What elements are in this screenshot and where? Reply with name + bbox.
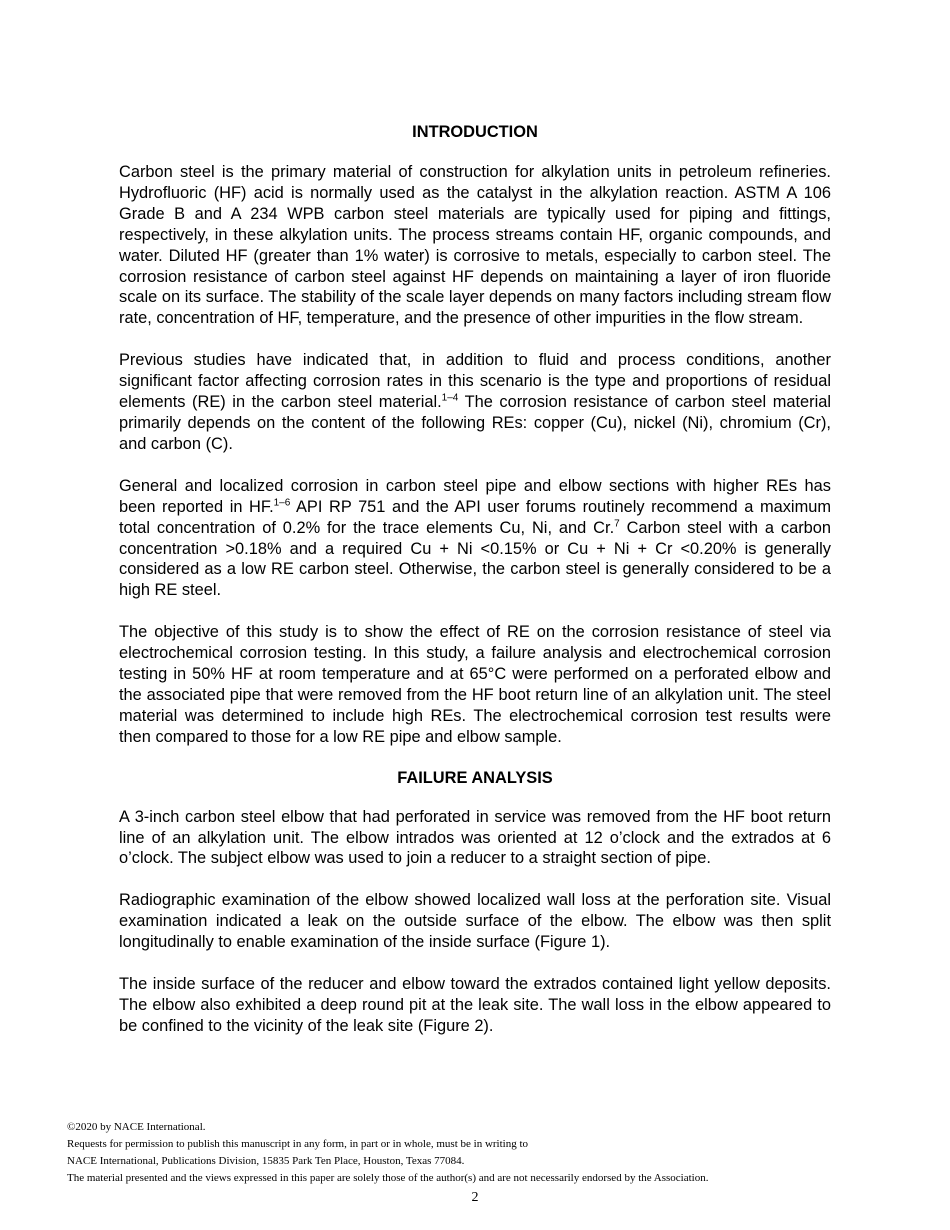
intro-paragraph-2 [119,350,831,455]
citation-superscript: 7 [614,518,620,530]
section-heading-introduction: INTRODUCTION [412,123,538,141]
citation-superscript: 1–6 [273,497,291,509]
intro-paragraph-1: Carbon steel is the primary material of construction for alkylation units in petroleum refineries. Hydrofluoric (HF) acid is normally used as the catalyst in the alkylation reaction. ASTM A 106 Grade B and A 234 WPB carbon steel materials are typically used for piping and fittings, respectively, in these alkylation units. The process streams contain HF, organic compounds, and water. Diluted HF (greater than 1% water) is corrosive to metals, especially to carbon steel. The corrosion resistance of carbon steel against HF depends on maintaining a layer of iron fluoride scale on its surface. The stability of the scale layer depends on many factors including stream flow rate, concentration of HF, temperature, and the presence of other impurities in the flow stream. [119,163,831,328]
footer-address-line: NACE International, Publications Division, 15835 Park Ten Place, Houston, Texas 77084. [67,1155,465,1167]
intro-paragraph-2-text-b: The corrosion resistance of carbon steel material primarily depends on the content of the following REs: copper (Cu), nickel (Ni), chromium (Cr), and carbon (C). [119,393,831,453]
footer-disclaimer: The material presented and the views expressed in this paper are solely those of the author(s) and are not necessarily endorsed by the Association. [67,1172,709,1184]
intro-paragraph-3-text-c: Carbon steel with a carbon concentration >0.18% and a required Cu + Ni <0.15% or Cu + Ni + Cr <0.20% is generally considered as a low RE carbon steel. Otherwise, the carbon steel is generally considered to be a high RE steel. [119,518,831,600]
footer-permission-line: Requests for permission to publish this manuscript in any form, in part or in whole, must be in writing to [67,1138,529,1150]
intro-paragraph-3-text-b: API RP 751 and the API user forums routinely recommend a maximum total concentration of 0.2% for the trace elements Cu, Ni, and Cr. [119,497,831,537]
failure-paragraph-2: Radiographic examination of the elbow showed localized wall loss at the perforation site. Visual examination indicated a leak on the outside surface of the elbow. The elbow was then split longitudinally to enable examination of the inside surface (Figure 1). [119,891,831,952]
page-number: 2 [471,1190,479,1205]
intro-paragraph-2-text-a: Previous studies have indicated that, in addition to fluid and process conditions, another significant factor affecting corrosion rates in this scenario is the type and proportions of residual elements (RE) in the carbon steel material. [119,351,831,412]
intro-paragraph-3 [119,476,831,601]
citation-superscript: 1–4 [441,392,459,404]
intro-paragraph-3-text-a: General and localized corrosion in carbon steel pipe and elbow sections with higher REs has been reported in HF. [119,476,831,516]
failure-paragraph-1: A 3-inch carbon steel elbow that had perforated in service was removed from the HF boot return line of an alkylation unit. The elbow intrados was oriented at 12 o’clock and the extrados at 6 o’clock. The subject elbow was used to join a reducer to a straight section of pipe. [119,807,831,868]
failure-paragraph-3: The inside surface of the reducer and elbow toward the extrados contained light yellow deposits. The elbow also exhibited a deep round pit at the leak site. The wall loss in the elbow appeared to be confined to the vicinity of the leak site (Figure 2). [119,975,831,1035]
main-content [119,121,831,1037]
footer-copyright: ©2020 by NACE International. [67,1121,206,1133]
section-heading-failure-analysis: FAILURE ANALYSIS [397,768,553,787]
intro-paragraph-4: The objective of this study is to show the effect of RE on the corrosion resistance of steel via electrochemical corrosion testing. In this study, a failure analysis and electrochemical corrosion testing in 50% HF at room temperature and at 65°C were performed on a perforated elbow and the associated pipe that were removed from the HF boot return line of an alkylation unit. The steel material was determined to include high REs. The electrochemical corrosion test results were then compared to those for a low RE pipe and elbow sample. [119,623,831,746]
page-footer [67,1119,887,1187]
